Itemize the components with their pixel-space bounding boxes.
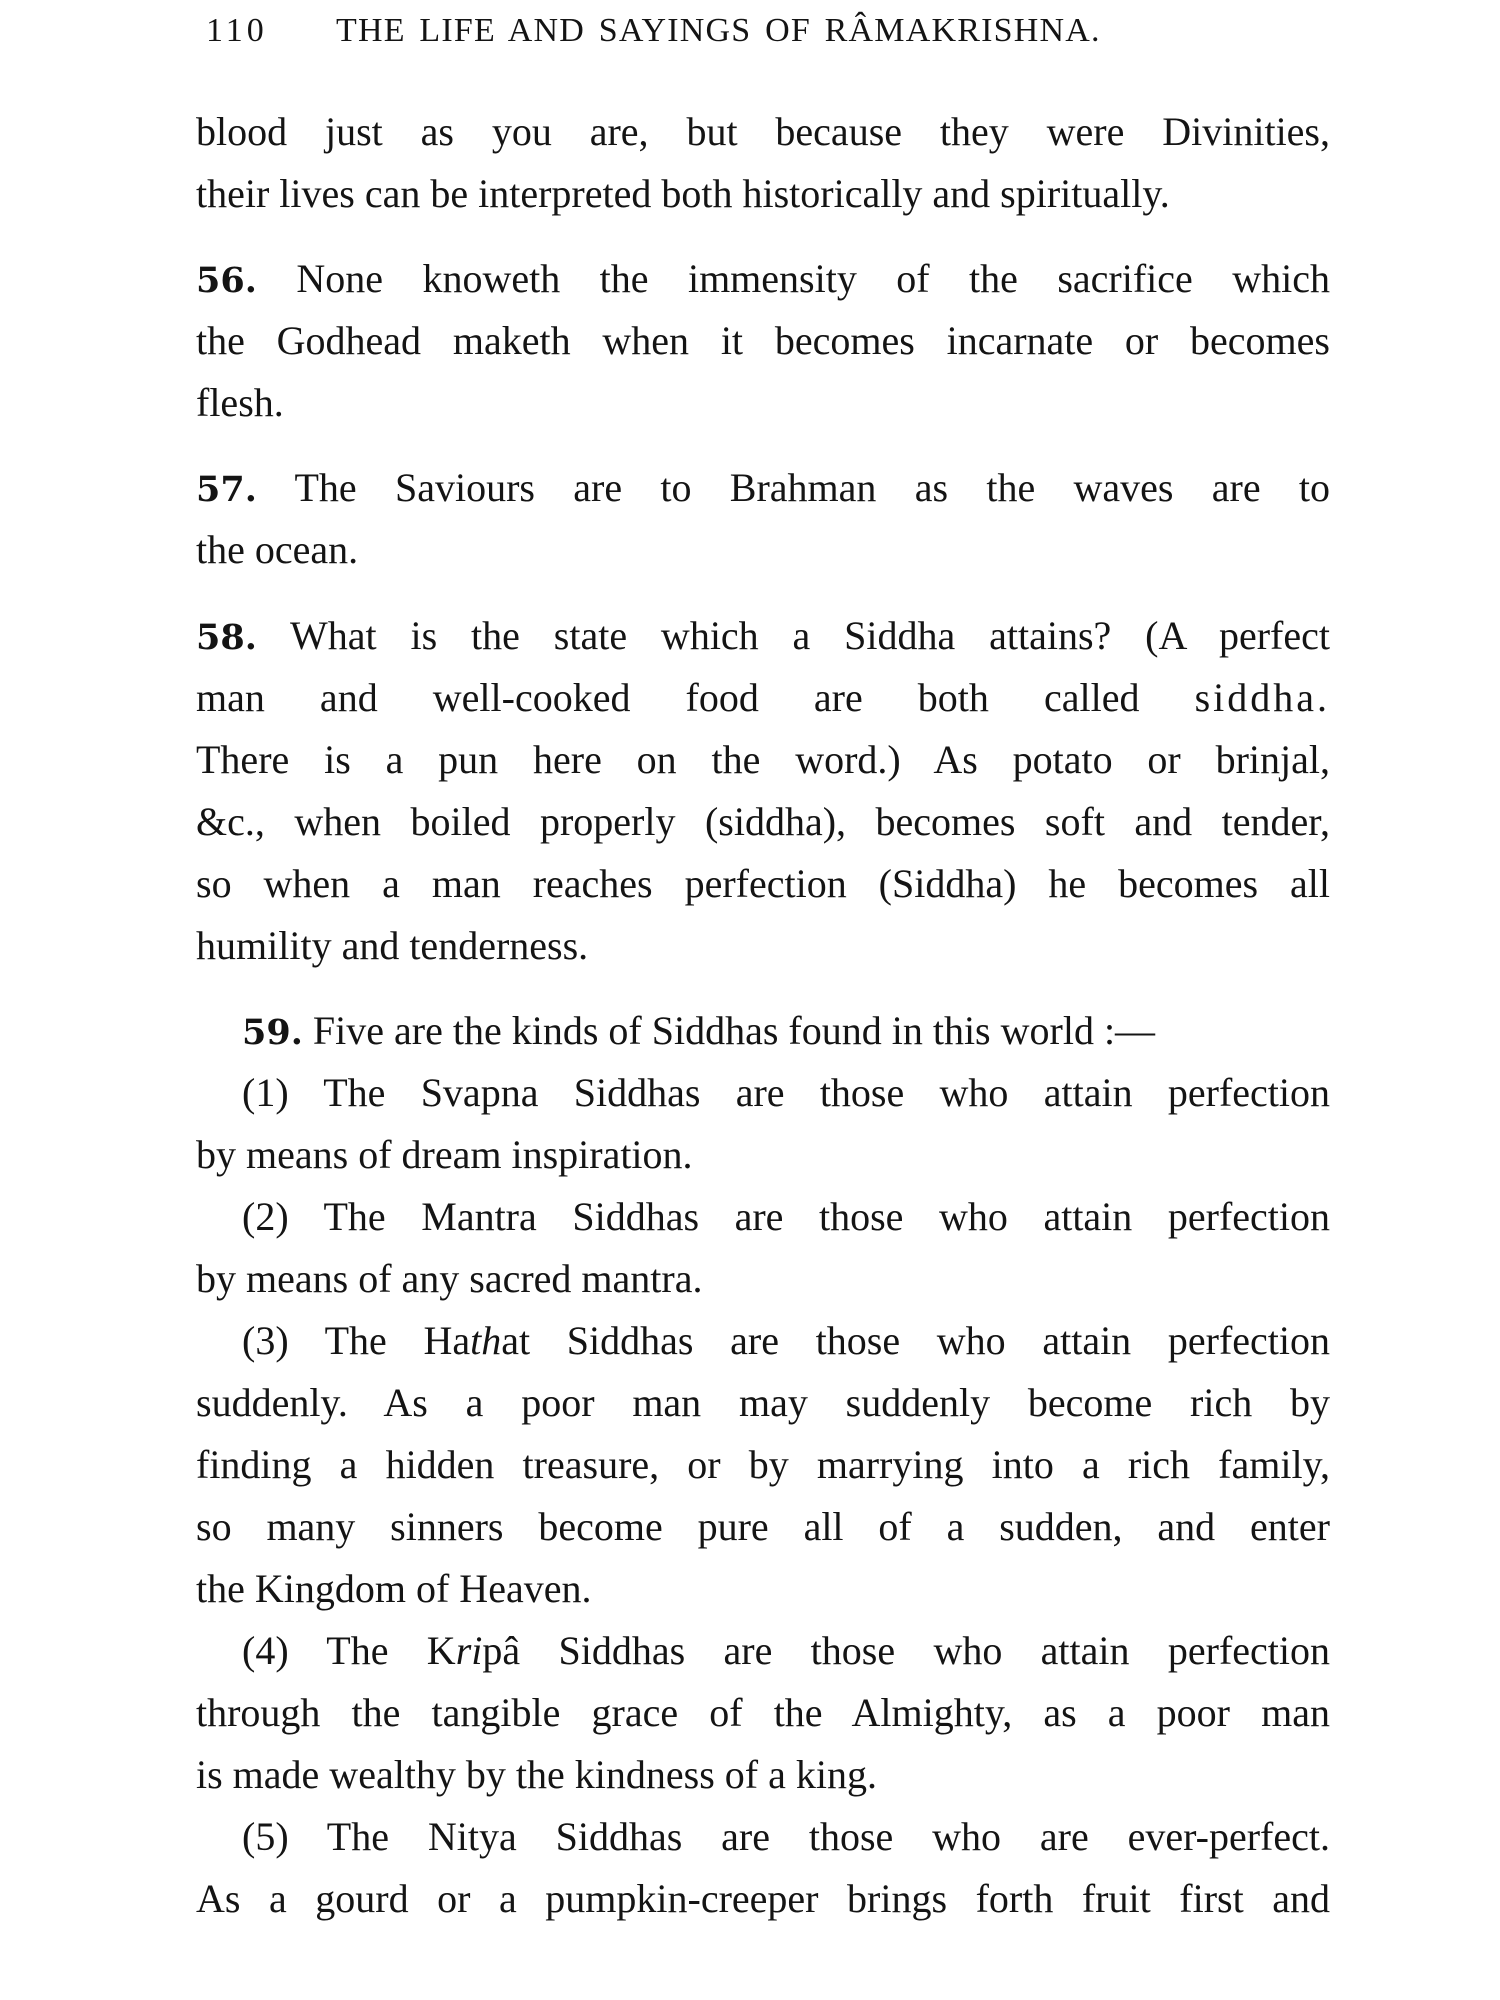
running-head	[196, 12, 1330, 62]
text-segment: pâ Siddhas are those who attain perfection	[482, 1628, 1330, 1673]
text-line: (1) The Svapna Siddhas are those who attain perfection	[242, 1070, 1330, 1115]
text-line	[196, 666, 1330, 730]
text-line: so when a man reaches perfection (Siddha) he becomes all	[196, 861, 1330, 906]
saying-number: 59.	[242, 1012, 303, 1053]
text-line: their lives can be interpreted both historically and spiritually.	[196, 171, 1170, 216]
text-segment: None knoweth the immensity of the sacrifice which	[296, 256, 1331, 301]
text-segment: The Saviours are to Brahman as the waves are to	[294, 465, 1330, 510]
text-line: the ocean.	[196, 527, 359, 572]
paragraph-59-first-line	[242, 999, 1376, 1063]
text-line: There is a pun here on the word.) As potato or brinjal,	[196, 737, 1330, 782]
italic-segment: th	[470, 1318, 502, 1363]
text-line	[242, 1619, 1330, 1683]
text-segment: at Siddhas are those who attain perfection	[501, 1318, 1330, 1363]
saying-number: 57.	[196, 469, 257, 510]
text-segment: Five are the kinds of Siddhas found in this world :—	[312, 1008, 1156, 1053]
text-line	[242, 1309, 1330, 1373]
text-line: through the tangible grace of the Almighty, as a poor man	[196, 1690, 1330, 1735]
text-segment: man and well-cooked food are both called	[196, 675, 1140, 720]
text-line: humility and tenderness.	[196, 923, 589, 968]
saying-number: 58.	[196, 617, 257, 658]
text-line: by means of dream inspiration.	[196, 1132, 693, 1177]
text-line: by means of any sacred mantra.	[196, 1256, 703, 1301]
saying-number: 56.	[196, 260, 257, 301]
text-segment: What is the state which a Siddha attains? (A perfect	[290, 613, 1330, 658]
text-line: (2) The Mantra Siddhas are those who attain perfection	[242, 1194, 1330, 1239]
text-line: (5) The Nitya Siddhas are those who are ever-perfect.	[242, 1814, 1330, 1859]
text-line: the Kingdom of Heaven.	[196, 1566, 592, 1611]
text-line: As a gourd or a pumpkin-creeper brings forth fruit first and	[196, 1876, 1330, 1921]
paragraph-56-first-line	[196, 247, 1330, 311]
text-line: finding a hidden treasure, or by marrying into a rich family,	[196, 1442, 1330, 1487]
text-segment: (4) The K	[242, 1628, 456, 1673]
text-line: the Godhead maketh when it becomes incarnate or becomes	[196, 318, 1330, 363]
text-line: &c., when boiled properly (siddha), becomes soft and tender,	[196, 799, 1330, 844]
text-line: blood just as you are, but because they were Divinities,	[196, 109, 1330, 154]
paragraph-58-first-line	[196, 604, 1330, 668]
text-line: so many sinners become pure all of a sudden, and enter	[196, 1504, 1330, 1549]
text-segment: (3) The Ha	[242, 1318, 471, 1363]
running-title: THE LIFE AND SAYINGS OF RÂMAKRISHNA.	[336, 12, 1101, 49]
text-line: is made wealthy by the kindness of a king.	[196, 1752, 877, 1797]
text-line: flesh.	[196, 380, 284, 425]
spaced-word: siddha.	[1194, 675, 1330, 720]
paragraph-57-first-line	[196, 456, 1330, 520]
text-line: suddenly. As a poor man may suddenly become rich by	[196, 1380, 1330, 1425]
page-number: 110	[206, 12, 268, 49]
italic-segment: ri	[455, 1628, 483, 1673]
